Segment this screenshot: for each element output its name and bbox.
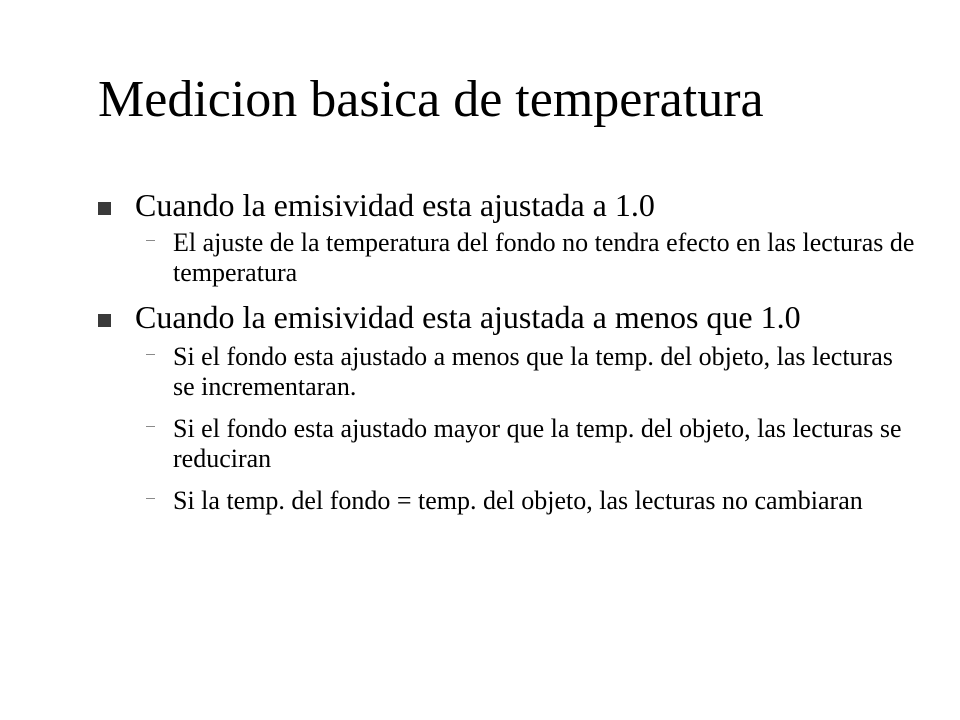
slide-title: Medicion basica de temperatura bbox=[98, 71, 764, 128]
dash-bullet-icon bbox=[146, 426, 155, 427]
bullet-item bbox=[98, 300, 918, 334]
dash-bullet-icon bbox=[146, 354, 155, 355]
sub-bullet-item bbox=[98, 228, 918, 288]
sub-bullet-text: El ajuste de la temperatura del fondo no tendra efecto en las lecturas de temperatura bbox=[173, 228, 915, 287]
sub-bullet-item bbox=[98, 486, 918, 516]
dash-bullet-icon bbox=[146, 240, 155, 241]
bullet-text: Cuando la emisividad esta ajustada a 1.0 bbox=[135, 187, 655, 223]
sub-bullet-text: Si el fondo esta ajustado a menos que la temp. del objeto, las lecturas se incrementaran. bbox=[173, 342, 893, 401]
sub-bullet-text: Si el fondo esta ajustado mayor que la temp. del objeto, las lecturas se reduciran bbox=[173, 414, 902, 473]
bullet-list bbox=[98, 188, 918, 528]
bullet-text: Cuando la emisividad esta ajustada a menos que 1.0 bbox=[135, 299, 801, 335]
sub-bullet-text: Si la temp. del fondo = temp. del objeto, las lecturas no cambiaran bbox=[173, 486, 863, 515]
square-bullet-icon bbox=[98, 314, 111, 327]
square-bullet-icon bbox=[98, 202, 111, 215]
bullet-item bbox=[98, 188, 918, 222]
sub-bullet-item bbox=[98, 342, 918, 402]
sub-bullet-item bbox=[98, 414, 918, 474]
dash-bullet-icon bbox=[146, 498, 155, 499]
